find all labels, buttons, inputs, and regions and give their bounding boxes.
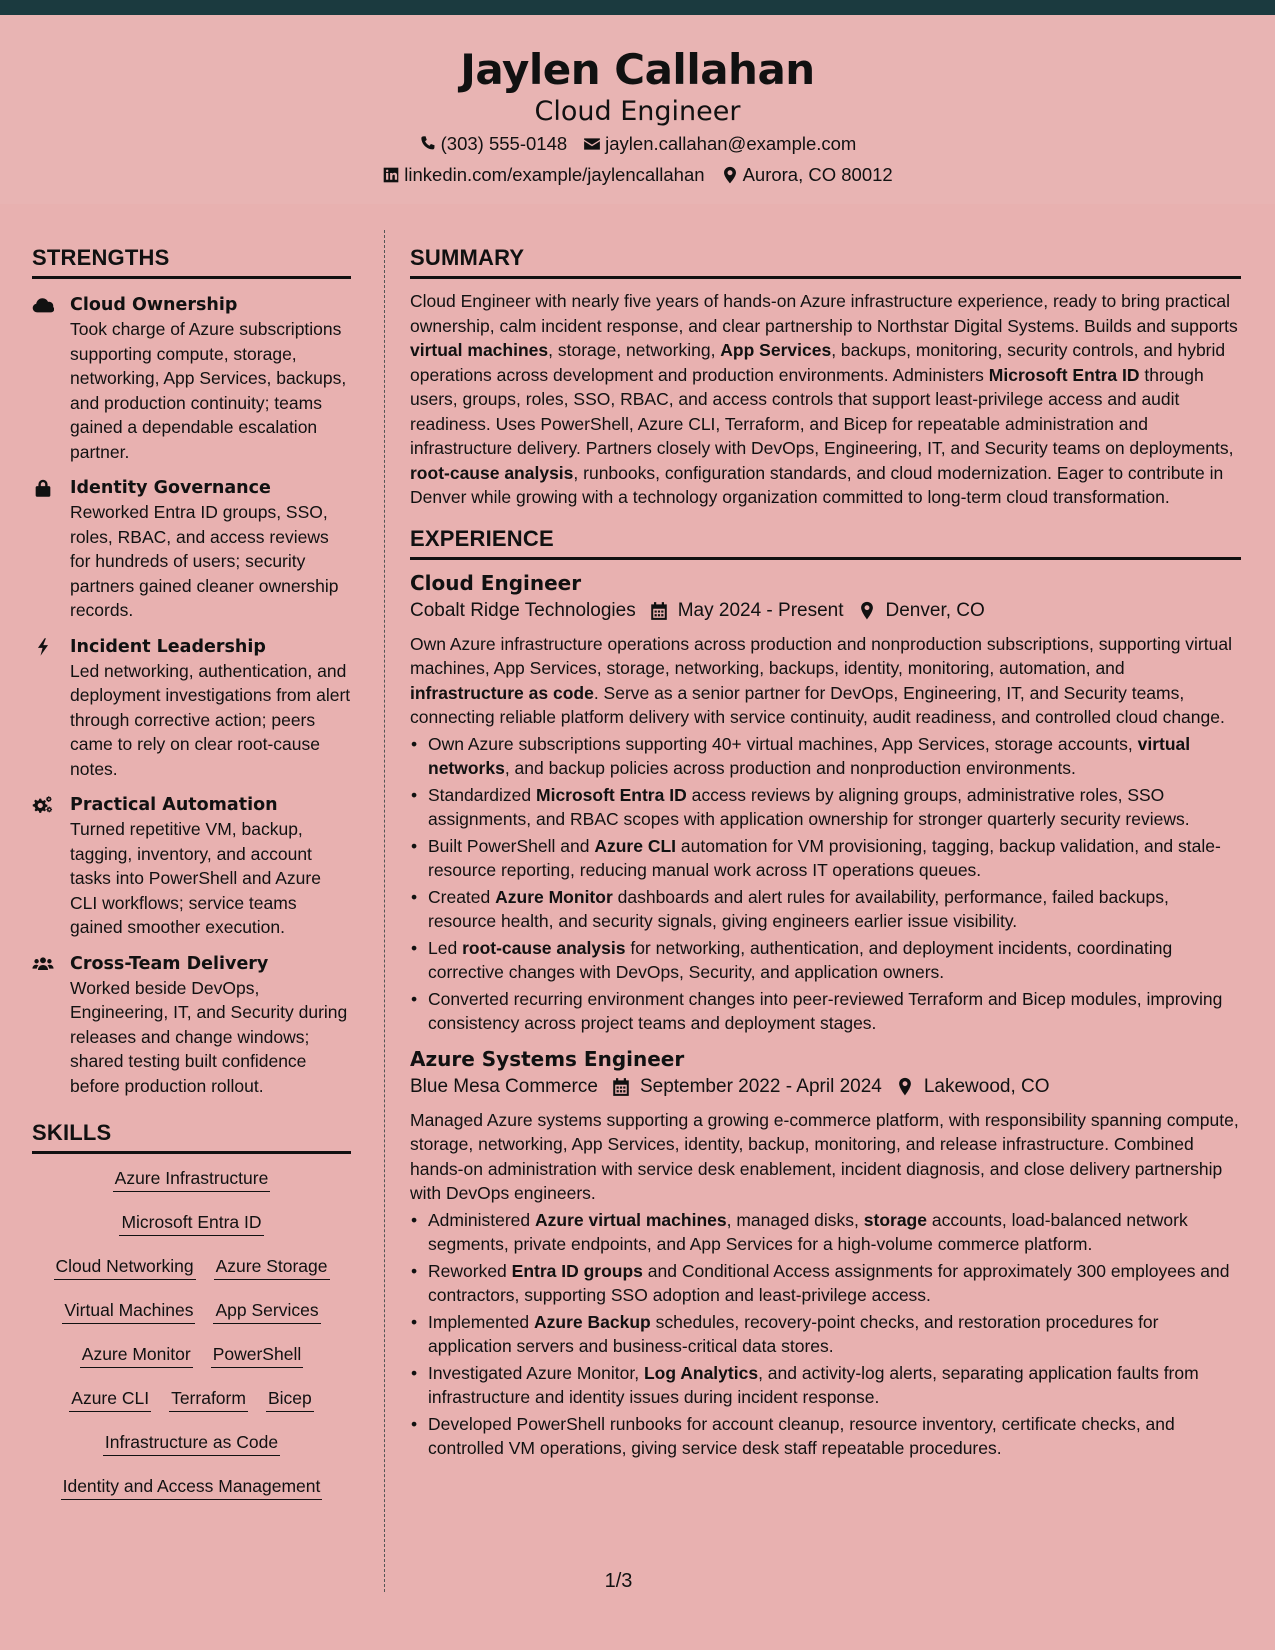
page-number: 1/3 [604, 1570, 633, 1592]
bullet-item: • Converted recurring environment changes into peer-reviewed Terraform and Bicep modules, improving consistency across project teams and deployment stages. [410, 987, 1241, 1036]
strength-description: Took charge of Azure subscriptions supporting compute, storage, networking, App Services, backups, and production continuity; teams gained a dependable escalation partner. [70, 319, 347, 462]
job-company: Blue Mesa Commerce [410, 1075, 598, 1097]
strength-item-incident-leadership [32, 635, 351, 782]
strengths-heading: STRENGTHS [32, 245, 351, 279]
bullet-item: • Own Azure subscriptions supporting 40+ virtual machines, App Services, storage accounts, virtual networks, and backup policies across production and nonproduction environments. [410, 732, 1241, 781]
bullet-item: • Developed PowerShell runbooks for account cleanup, resource inventory, certificate checks, and controlled VM operations, giving service desk staff repeatable procedures. [410, 1412, 1241, 1461]
skill-row [32, 1210, 351, 1236]
contact-row-2 [0, 159, 1275, 190]
cloud-icon [32, 293, 56, 464]
skill-tag-powershell: PowerShell [211, 1342, 304, 1368]
skill-row [32, 1386, 351, 1412]
strength-item-cloud-ownership [32, 293, 351, 464]
skill-tag-azure-storage: Azure Storage [214, 1254, 330, 1280]
bullet-item: • Reworked Entra ID groups and Conditional Access assignments for approximately 300 employees and contractors, supporting SSO adoption and least-privilege access. [410, 1259, 1241, 1308]
bolt-icon [32, 635, 56, 782]
map-pin-icon [896, 1077, 914, 1097]
job-description: Own Azure infrastructure operations across production and nonproduction subscriptions, supporting virtual machines, App Services, storage, networking, backups, identity, monitoring, automation, and infrastructure as code. Serve as a senior partner for DevOps, Engineering, IT, and Security teams, connecting reliable platform delivery with service continuity, audit readiness, and controlled cloud change. [410, 633, 1232, 727]
calendar-icon [650, 601, 668, 621]
left-column [32, 245, 351, 1518]
location-text: Aurora, CO 80012 [742, 164, 893, 185]
skill-row [32, 1474, 351, 1500]
skill-tag-terraform: Terraform [169, 1386, 248, 1412]
candidate-name: Jaylen Callahan [460, 45, 815, 94]
right-column [410, 245, 1241, 1463]
bullet-item: • Implemented Azure Backup schedules, recovery-point checks, and restoration procedures for application servers and business-critical data stores. [410, 1310, 1241, 1359]
contact-row-1 [0, 128, 1275, 159]
skill-row [32, 1298, 351, 1324]
phone-icon [419, 135, 437, 153]
strength-item-cross-team-delivery [32, 952, 351, 1099]
strength-description: Turned repetitive VM, backup, tagging, inventory, and account tasks into PowerShell and Azure CLI workflows; service teams gained smoother execution. [70, 819, 321, 937]
candidate-title: Cloud Engineer [534, 96, 741, 127]
job-meta [410, 1072, 1241, 1102]
skill-tag-azure-cli: Azure CLI [69, 1386, 151, 1412]
bullet-item: • Standardized Microsoft Entra ID access reviews by aligning groups, administrative roles, SSO assignments, and RBAC scopes with application ownership for stronger quarterly security reviews. [410, 783, 1241, 832]
bullet-item: • Investigated Azure Monitor, Log Analytics, and activity-log alerts, separating application faults from infrastructure and identity issues during incident response. [410, 1361, 1241, 1410]
users-icon [32, 952, 56, 1099]
strength-title: Cloud Ownership [70, 295, 238, 315]
experience-heading: EXPERIENCE [410, 526, 1241, 560]
strengths-list [32, 293, 351, 1098]
job-title: Azure Systems Engineer [410, 1046, 685, 1071]
bullet-item: • Administered Azure virtual machines, managed disks, storage accounts, load-balanced network segments, private endpoints, and App Services for a high-volume commerce platform. [410, 1208, 1241, 1257]
linkedin-text: linkedin.com/example/jaylencallahan [404, 164, 705, 185]
strength-title: Cross-Team Delivery [70, 953, 269, 974]
job-company: Cobalt Ridge Technologies [410, 599, 636, 621]
linkedin-item[interactable] [382, 159, 704, 190]
skill-row [32, 1254, 351, 1280]
strength-item-practical-automation [32, 793, 351, 940]
job-dates: September 2022 - April 2024 [612, 1072, 882, 1102]
skills-heading: SKILLS [32, 1120, 351, 1154]
job-title: Cloud Engineer [410, 570, 582, 595]
summary-text: Cloud Engineer with nearly five years of hands-on Azure infrastructure experience, ready to bring practical ownership, calm incident response, and clear partnership to Northstar Digital Systems. Builds and supports virtual machines, storage, networking, App Services, backups, monitoring, security controls, and hybrid operations across development and production environments. Administers Microsoft Entra ID through users, groups, roles, SSO, RBAC, and access controls that support least-privilege access and audit readiness. Uses PowerShell, Azure CLI, Terraform, and Bicep for repeatable administration and infrastructure delivery. Partners closely with DevOps, Engineering, IT, and Security teams on deployments, root-cause analysis, runbooks, configuration standards, and cloud modernization. Eager to contribute in Denver while growing with a technology organization committed to long-term cloud transformation. [410, 291, 1238, 507]
resume-header [0, 15, 1275, 204]
skill-tag-infrastructure-as-code: Infrastructure as Code [103, 1430, 280, 1456]
strength-description: Reworked Entra ID groups, SSO, roles, RBAC, and access reviews for hundreds of users; security partners gained cleaner ownership records. [70, 502, 339, 620]
top-accent-bar [0, 0, 1275, 15]
column-divider [384, 230, 385, 1592]
skill-tag-bicep: Bicep [266, 1386, 314, 1412]
email-item[interactable] [583, 128, 856, 159]
skill-tag-app-services: App Services [213, 1298, 320, 1324]
skill-row [32, 1430, 351, 1456]
bullet-item: • Built PowerShell and Azure CLI automation for VM provisioning, tagging, backup validation, and stale-resource reporting, reducing manual work across IT operations queues. [410, 834, 1241, 883]
job-meta [410, 596, 1241, 626]
skills-list [32, 1166, 351, 1500]
strength-title: Practical Automation [70, 795, 278, 815]
strength-description: Led networking, authentication, and deployment investigations from alert through corrective action; peers came to rely on clear root-cause notes. [70, 660, 351, 779]
skill-tag-microsoft-entra-id: Microsoft Entra ID [119, 1210, 263, 1236]
phone-text: (303) 555-0148 [440, 133, 568, 154]
skill-tag-azure-infrastructure: Azure Infrastructure [113, 1166, 271, 1192]
map-pin-icon [858, 601, 876, 621]
phone-item[interactable] [419, 128, 568, 159]
email-text: jaylen.callahan@example.com [605, 133, 857, 154]
calendar-icon [612, 1077, 630, 1097]
job-location: Lakewood, CO [896, 1072, 1050, 1102]
job-bullets [410, 1208, 1241, 1461]
bullet-item: • Led root-cause analysis for networking, authentication, and deployment incidents, coordinating corrective changes with DevOps, Security, and application owners. [410, 936, 1241, 985]
bullet-item: • Created Azure Monitor dashboards and alert rules for availability, performance, failed backups, resource health, and security signals, giving engineers earlier issue visibility. [410, 885, 1241, 934]
map-pin-icon [721, 166, 739, 184]
strength-title: Identity Governance [70, 478, 271, 498]
job-dates: May 2024 - Present [650, 596, 844, 626]
envelope-icon [583, 135, 601, 153]
skill-tag-cloud-networking: Cloud Networking [54, 1254, 196, 1280]
skill-tag-identity-and-access-management: Identity and Access Management [61, 1474, 323, 1500]
skill-row [32, 1342, 351, 1368]
skill-row [32, 1166, 351, 1192]
skill-tag-virtual-machines: Virtual Machines [62, 1298, 195, 1324]
job-entry-blue-mesa-commerce [410, 1046, 1241, 1461]
location-item [721, 159, 893, 190]
summary-heading: SUMMARY [410, 245, 1241, 279]
gears-icon [32, 793, 56, 940]
strength-description: Worked beside DevOps, Engineering, IT, and Security during releases and change windows; shared testing built confidence before production rollout. [70, 977, 348, 1096]
lock-icon [32, 476, 56, 623]
strength-title: Incident Leadership [70, 636, 266, 657]
job-description: Managed Azure systems supporting a growing e-commerce platform, with responsibility spanning compute, storage, networking, App Services, identity, backup, monitoring, and release infrastructure. Combined hands-on administration with service desk enablement, incident diagnosis, and close delivery partnership with DevOps engineers. [410, 1109, 1239, 1203]
strength-item-identity-governance [32, 476, 351, 623]
job-entry-cobalt-ridge-technologies [410, 570, 1241, 1036]
skill-tag-azure-monitor: Azure Monitor [80, 1342, 193, 1368]
job-bullets [410, 732, 1241, 1036]
job-location: Denver, CO [858, 596, 985, 626]
experience-list [410, 570, 1241, 1461]
linkedin-icon [382, 166, 400, 184]
